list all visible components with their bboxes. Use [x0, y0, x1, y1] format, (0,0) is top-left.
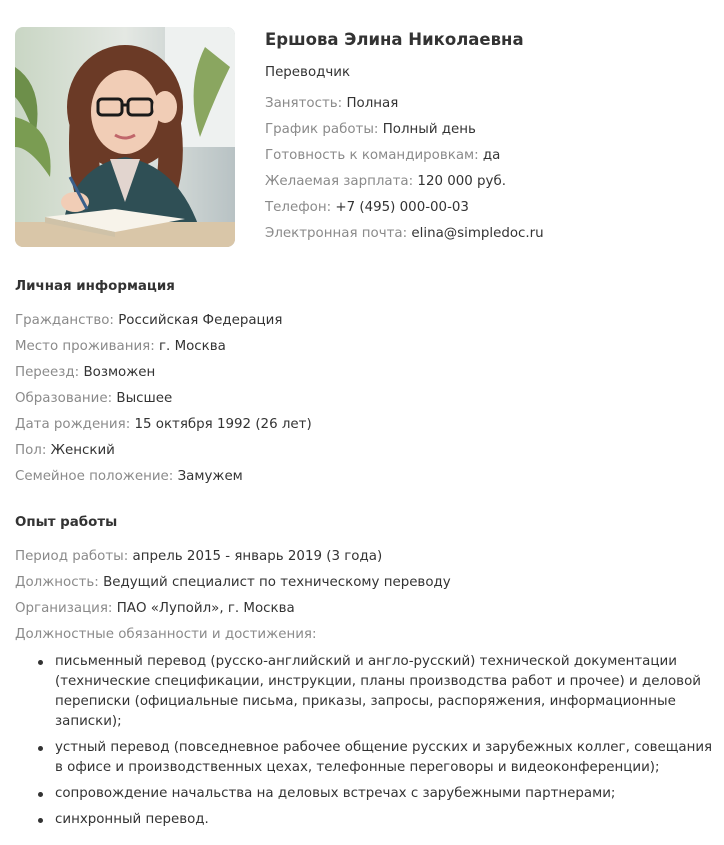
bullet-icon: [38, 818, 43, 823]
detail-salary: Желаемая зарплата: 120 000 руб.: [265, 174, 506, 189]
duties-list: [15, 652, 715, 836]
experience-list: [15, 544, 715, 648]
personal-citizenship: Гражданство: Российская Федерация: [15, 313, 283, 328]
profile-photo: [15, 27, 235, 247]
bullet-icon: [38, 792, 43, 797]
detail-email: Электронная почта: elina@simpledoc.ru: [265, 226, 544, 241]
detail-phone: Телефон: +7 (495) 000-00-03: [265, 200, 469, 215]
experience-duties-label: Должностные обязанности и достижения:: [15, 627, 317, 642]
profile-info: [265, 27, 715, 247]
personal-section-title: Личная информация: [15, 279, 175, 294]
experience-period: Период работы: апрель 2015 - январь 2019 (3 года): [15, 549, 383, 564]
personal-relocation: Переезд: Возможен: [15, 365, 156, 380]
personal-info-list: [15, 308, 715, 490]
personal-marital-status: Семейное положение: Замужем: [15, 469, 243, 484]
personal-residence: Место проживания: г. Москва: [15, 339, 226, 354]
resume-header: [15, 27, 715, 252]
detail-employment: Занятость: Полная: [265, 96, 399, 111]
bullet-icon: [38, 746, 43, 751]
experience-section-title: Опыт работы: [15, 515, 118, 530]
bullet-icon: [38, 660, 43, 665]
experience-job-title: Должность: Ведущий специалист по техническому переводу: [15, 575, 451, 590]
profile-details: [265, 91, 715, 247]
list-item: сопровождение начальства на деловых встречах с зарубежными партнерами;: [55, 784, 715, 804]
detail-schedule: График работы: Полный день: [265, 122, 476, 137]
list-item: письменный перевод (русско-английский и англо-русский) технической документации (технические спецификации, инструкции, планы производства работ и прочее) и деловой переписки (официальные письма, приказы, запросы, распоряжения, информационные записки);: [55, 652, 715, 732]
personal-birthdate: Дата рождения: 15 октября 1992 (26 лет): [15, 417, 312, 432]
detail-travel: Готовность к командировкам: да: [265, 148, 501, 163]
candidate-name: Ершова Элина Николаевна: [265, 30, 524, 49]
candidate-position: Переводчик: [265, 65, 351, 80]
personal-gender: Пол: Женский: [15, 443, 115, 458]
experience-organization: Организация: ПАО «Лупойл», г. Москва: [15, 601, 295, 616]
list-item: синхронный перевод.: [55, 810, 715, 830]
list-item: устный перевод (повседневное рабочее общение русских и зарубежных коллег, совещания в офисе и производственных цехах, телефонные переговоры и видеоконференции);: [55, 738, 715, 778]
personal-education: Образование: Высшее: [15, 391, 173, 406]
